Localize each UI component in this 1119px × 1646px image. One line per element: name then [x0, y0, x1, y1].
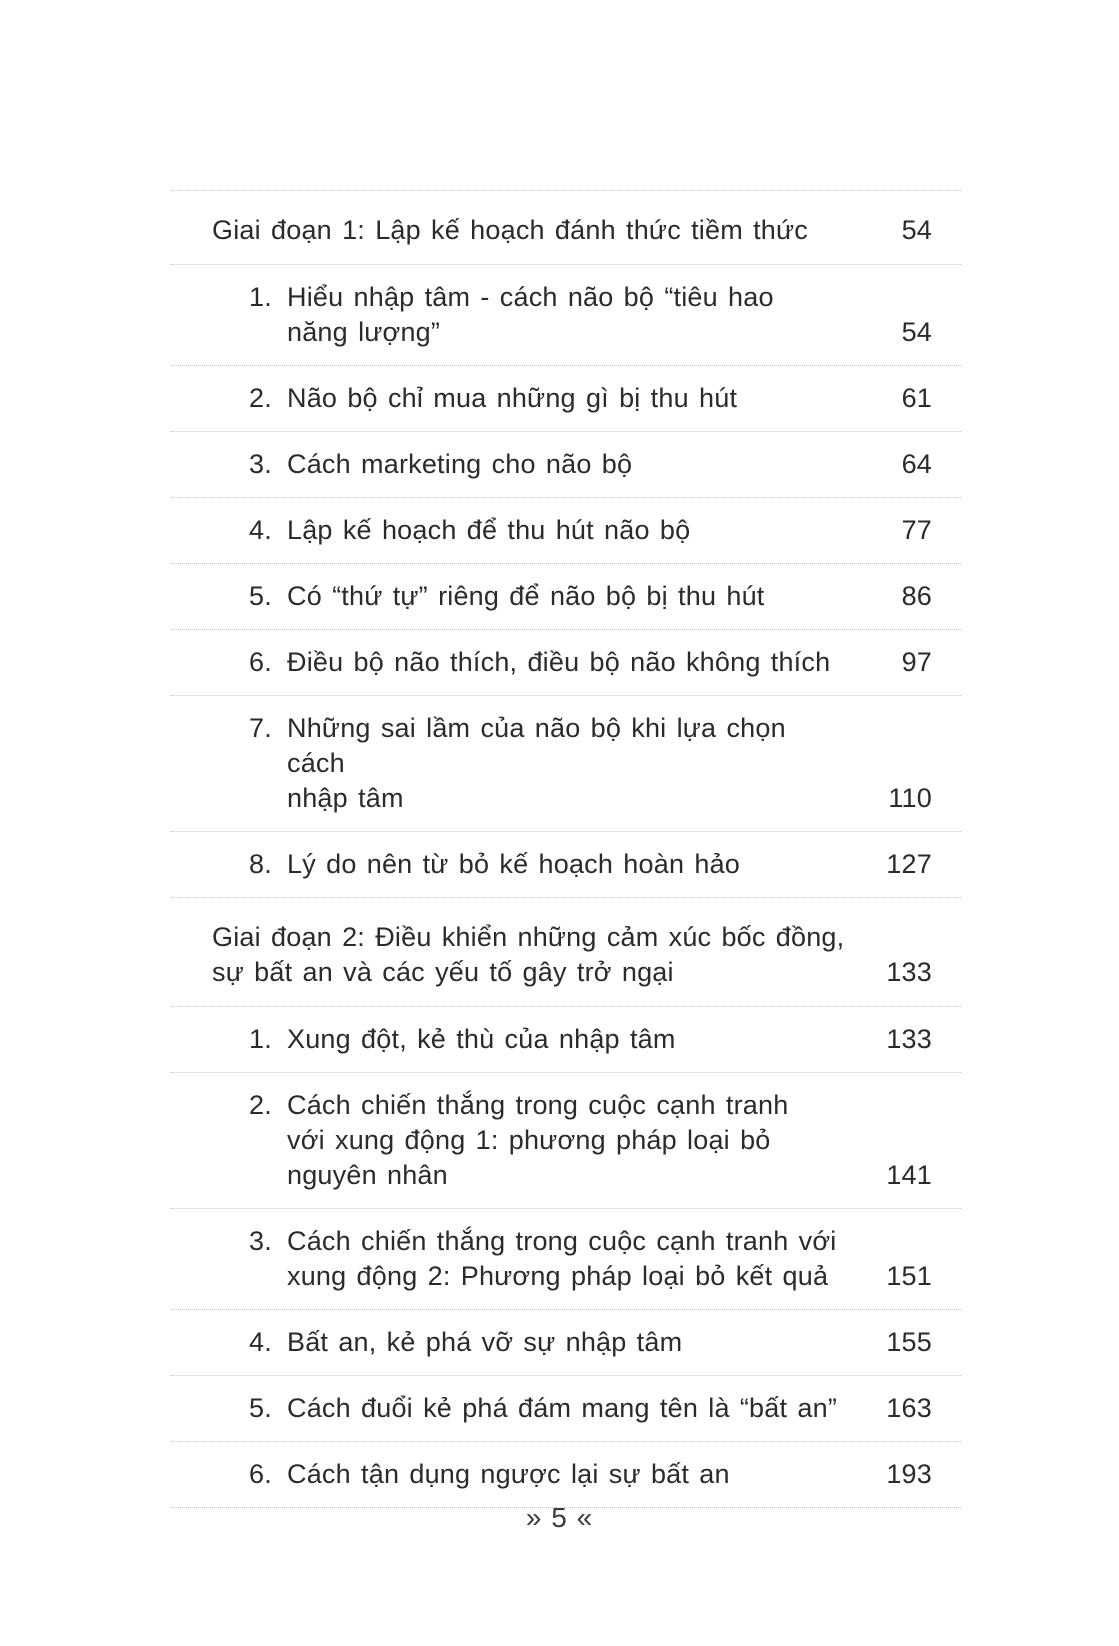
toc-entry-line: nguyên nhân: [287, 1160, 448, 1190]
toc-item-number: 6.: [249, 1459, 272, 1489]
toc-entry-page-number: 141: [886, 1160, 932, 1190]
toc-item: [171, 1441, 961, 1507]
toc-entry-page-number: 77: [901, 515, 932, 545]
toc-entry-line: Cách tận dụng ngược lại sự bất an: [287, 1459, 730, 1489]
toc-entry-page-number: 133: [886, 1024, 932, 1054]
toc-item: [171, 1208, 961, 1309]
toc-entry-page-number: 97: [901, 647, 932, 677]
toc-entry-text: [287, 1457, 857, 1492]
toc-entry-text: [212, 920, 857, 990]
toc-entry-page-number: 133: [886, 957, 932, 987]
toc-entry-page-number: 110: [888, 783, 932, 813]
toc-item-number: 7.: [249, 713, 272, 743]
toc-item: [171, 365, 961, 431]
toc-item: [171, 695, 961, 831]
toc-entry-line: Những sai lầm của não bộ khi lựa chọn cách: [287, 713, 786, 778]
toc-item-number: 3.: [249, 1226, 272, 1256]
toc-item-number: 4.: [249, 1327, 272, 1357]
toc-item-number: 4.: [249, 515, 272, 545]
toc-entry-line: Xung đột, kẻ thù của nhập tâm: [287, 1024, 676, 1054]
toc-item: [171, 629, 961, 695]
toc-item: [171, 563, 961, 629]
toc-entry-line: với xung động 1: phương pháp loại bỏ: [287, 1125, 771, 1155]
toc-item-number: 2.: [249, 383, 272, 413]
toc-item-number: 5.: [249, 581, 272, 611]
toc-entry-text: [287, 847, 857, 882]
toc-item: [171, 264, 961, 365]
toc-entry-line: Bất an, kẻ phá vỡ sự nhập tâm: [287, 1327, 683, 1357]
toc-entry-page-number: 151: [886, 1261, 932, 1291]
toc-entry-line: Lập kế hoạch để thu hút não bộ: [287, 515, 691, 545]
toc-entry-text: [287, 1325, 857, 1360]
toc-item: [171, 497, 961, 563]
toc-entry-line: Giai đoạn 2: Điều khiển những cảm xúc bốc đồng,: [212, 922, 845, 952]
toc-entry-line: xung động 2: Phương pháp loại bỏ kết quả: [287, 1261, 829, 1291]
toc-item: [171, 1006, 961, 1072]
toc-entry-line: Não bộ chỉ mua những gì bị thu hút: [287, 383, 738, 413]
toc-entry-line: Có “thứ tự” riêng để não bộ bị thu hút: [287, 581, 765, 611]
toc-item: [171, 1309, 961, 1375]
toc-entry-text: [287, 381, 857, 416]
toc-item-number: 8.: [249, 849, 272, 879]
toc-entry-text: [287, 1088, 857, 1193]
toc-entry-text: [212, 213, 857, 248]
toc-entry-line: Giai đoạn 1: Lập kế hoạch đánh thức tiềm thức: [212, 215, 808, 245]
toc-item-number: 1.: [249, 1024, 272, 1054]
toc-item-number: 1.: [249, 282, 272, 312]
toc-item-number: 2.: [249, 1090, 272, 1120]
toc-entry-line: Cách marketing cho não bộ: [287, 449, 633, 479]
toc-item-number: 3.: [249, 449, 272, 479]
toc-entry-text: [287, 1224, 857, 1294]
page-number-footer: » 5 «: [525, 1502, 594, 1533]
toc-entry-line: nhập tâm: [287, 783, 404, 813]
toc-entry-page-number: 61: [901, 383, 932, 413]
toc-entry-text: [287, 1391, 857, 1426]
toc-entry-page-number: 54: [901, 317, 932, 347]
toc-entry-text: [287, 280, 857, 350]
toc-item: [171, 831, 961, 897]
toc-item: [171, 1375, 961, 1441]
toc-entry-line: Hiểu nhập tâm - cách não bộ “tiêu hao: [287, 282, 774, 312]
toc-entry-line: năng lượng”: [287, 317, 441, 347]
toc-entry-line: Điều bộ não thích, điều bộ não không thích: [287, 647, 831, 677]
toc-section-heading-1: [171, 190, 961, 264]
toc-item-number: 6.: [249, 647, 272, 677]
toc-entry-page-number: 64: [901, 449, 932, 479]
toc-entry-page-number: 86: [901, 581, 932, 611]
toc-entry-page-number: 193: [886, 1459, 932, 1489]
toc-entry-line: Cách chiến thắng trong cuộc cạnh tranh: [287, 1090, 789, 1120]
toc-entry-page-number: 155: [886, 1327, 932, 1357]
toc-item-number: 5.: [249, 1393, 272, 1423]
toc-entry-text: [287, 447, 857, 482]
toc-entry-line: Cách chiến thắng trong cuộc cạnh tranh với: [287, 1226, 837, 1256]
toc-entry-text: [287, 1022, 857, 1057]
toc-entry-line: Cách đuổi kẻ phá đám mang tên là “bất an”: [287, 1393, 838, 1423]
toc-entry-line: sự bất an và các yếu tố gây trở ngại: [212, 957, 674, 987]
toc-entry-text: [287, 579, 857, 614]
table-of-contents: [171, 190, 961, 1508]
toc-item: [171, 431, 961, 497]
toc-entry-page-number: 163: [886, 1393, 932, 1423]
toc-item: [171, 1072, 961, 1208]
toc-entry-text: [287, 711, 857, 816]
toc-entry-page-number: 127: [886, 849, 932, 879]
toc-entry-text: [287, 645, 857, 680]
toc-entry-page-number: 54: [901, 215, 932, 245]
toc-entry-text: [287, 513, 857, 548]
toc-entry-line: Lý do nên từ bỏ kế hoạch hoàn hảo: [287, 849, 741, 879]
toc-section-heading-2: [171, 897, 961, 1006]
